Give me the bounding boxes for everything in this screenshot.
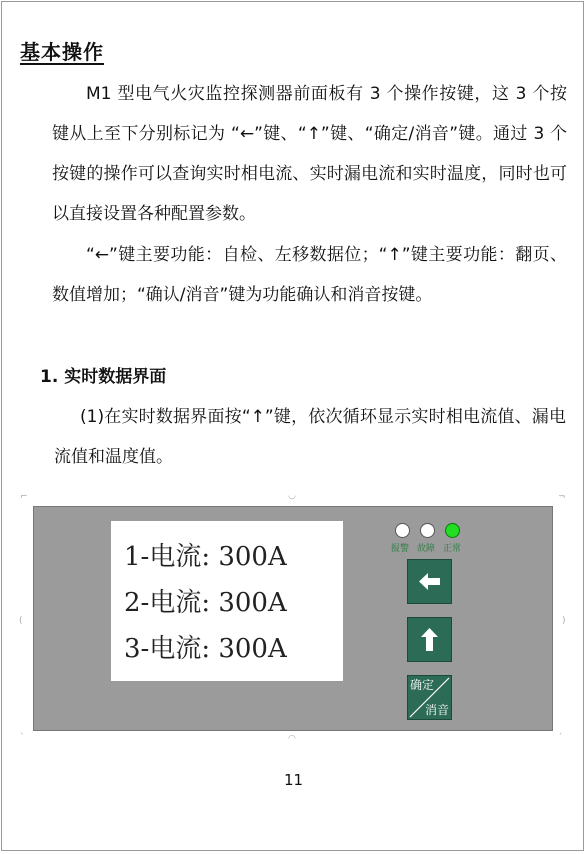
frame-handle: ˊ [558, 733, 563, 743]
fault-led [420, 523, 435, 538]
frame-handle: ˋ [20, 733, 25, 743]
realtime-paragraph-text: (1)在实时数据界面按“↑”键，依次循环显示实时相电流值、漏电流值和温度值。 [54, 407, 566, 467]
subsection-title: 1. 实时数据界面 [40, 367, 167, 387]
left-arrow-button[interactable] [407, 559, 452, 604]
key-functions-text: “←”键主要功能：自检、左移数据位；“↑”键主要功能：翻页、数值增加；“确认/消音”键为功能确认和消音按键。 [52, 245, 567, 305]
display-line-3: 3-电流: 300A [124, 634, 287, 664]
fault-led-label: 故障 [417, 544, 436, 554]
realtime-paragraph [54, 397, 566, 477]
frame-handle: ◡ [288, 491, 296, 501]
normal-led [445, 523, 460, 538]
display-line-2: 2-电流: 300A [124, 588, 287, 618]
intro-paragraph-text: M1 型电气火灾监控探测器前面板有 3 个操作按键，这 3 个按键从上至下分别标记为 “←”键、“↑”键、“确定/消音”键。通过 3 个按键的操作可以查询实时相电流、实时漏电流和实时温度，同时也可以直接设置各种配置参数。 [52, 84, 567, 224]
lcd-display [111, 521, 343, 681]
section-heading: 基本操作 [20, 40, 104, 64]
frame-handle: ¬ [558, 492, 566, 502]
frame-handle: ⌐ [20, 492, 28, 502]
mute-label: 消音 [424, 703, 449, 717]
arrow-up-icon [408, 618, 451, 661]
alarm-led [395, 523, 410, 538]
page-number: 11 [283, 771, 304, 789]
key-functions-paragraph [52, 235, 567, 315]
arrow-left-icon [408, 560, 451, 603]
confirm-mute-button[interactable] [407, 675, 452, 720]
frame-handle: ) [562, 616, 566, 626]
up-arrow-button[interactable] [407, 617, 452, 662]
intro-paragraph [52, 74, 567, 234]
alarm-led-label: 报警 [391, 544, 410, 554]
front-panel-figure [33, 506, 553, 731]
normal-led-label: 正常 [443, 544, 462, 554]
frame-handle: ◠ [288, 734, 296, 744]
display-line-1: 1-电流: 300A [124, 542, 287, 572]
frame-handle: ( [19, 616, 23, 626]
confirm-label: 确定 [410, 678, 435, 692]
